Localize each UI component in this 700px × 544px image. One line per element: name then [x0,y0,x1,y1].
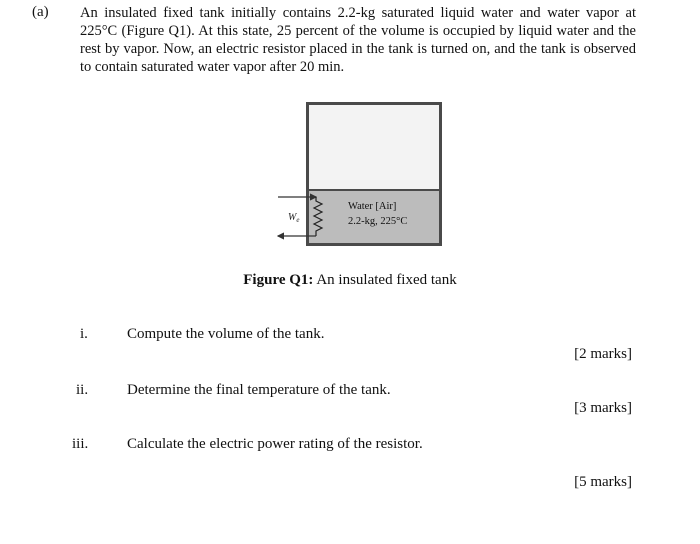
subquestion-number: iii. [72,436,89,452]
tank-diagram [272,100,444,248]
figure-caption [0,272,700,289]
subquestion-number: ii. [76,382,89,398]
subquestion-marks: [5 marks] [574,474,632,490]
subquestion-text: Calculate the electric power rating of the resistor. [127,436,423,452]
tank-label-line2: 2.2-kg, 225°C [348,216,408,227]
resistor-label-sub: e [296,216,300,224]
subquestion-number: i. [80,326,88,342]
subquestion-text: Determine the final temperature of the tank. [127,382,391,398]
figure-caption-text: An insulated fixed tank [313,272,457,288]
tank-label-line1: Water [Air] [348,201,397,212]
subquestion-text: Compute the volume of the tank. [127,326,325,342]
figure-q1 [272,100,444,248]
vapor-region [309,105,439,189]
subquestion-marks: [3 marks] [574,400,632,416]
resistor-label-w: W [288,212,297,223]
subquestion-marks: [2 marks] [574,346,632,362]
resistor-label [288,212,299,224]
question-intro: An insulated fixed tank initially contains 2.2-kg saturated liquid water and water vapor at 225°C (Figure Q1). At this state, 25 percent of the volume is occupied by liquid water and the rest by vapor. Now, an electric resistor placed in the tank is turned on, and the tank is observed to contain saturated water vapor after 20 min. [80,5,636,75]
figure-caption-label: Figure Q1: [243,272,314,288]
part-label: (a) [32,4,49,20]
